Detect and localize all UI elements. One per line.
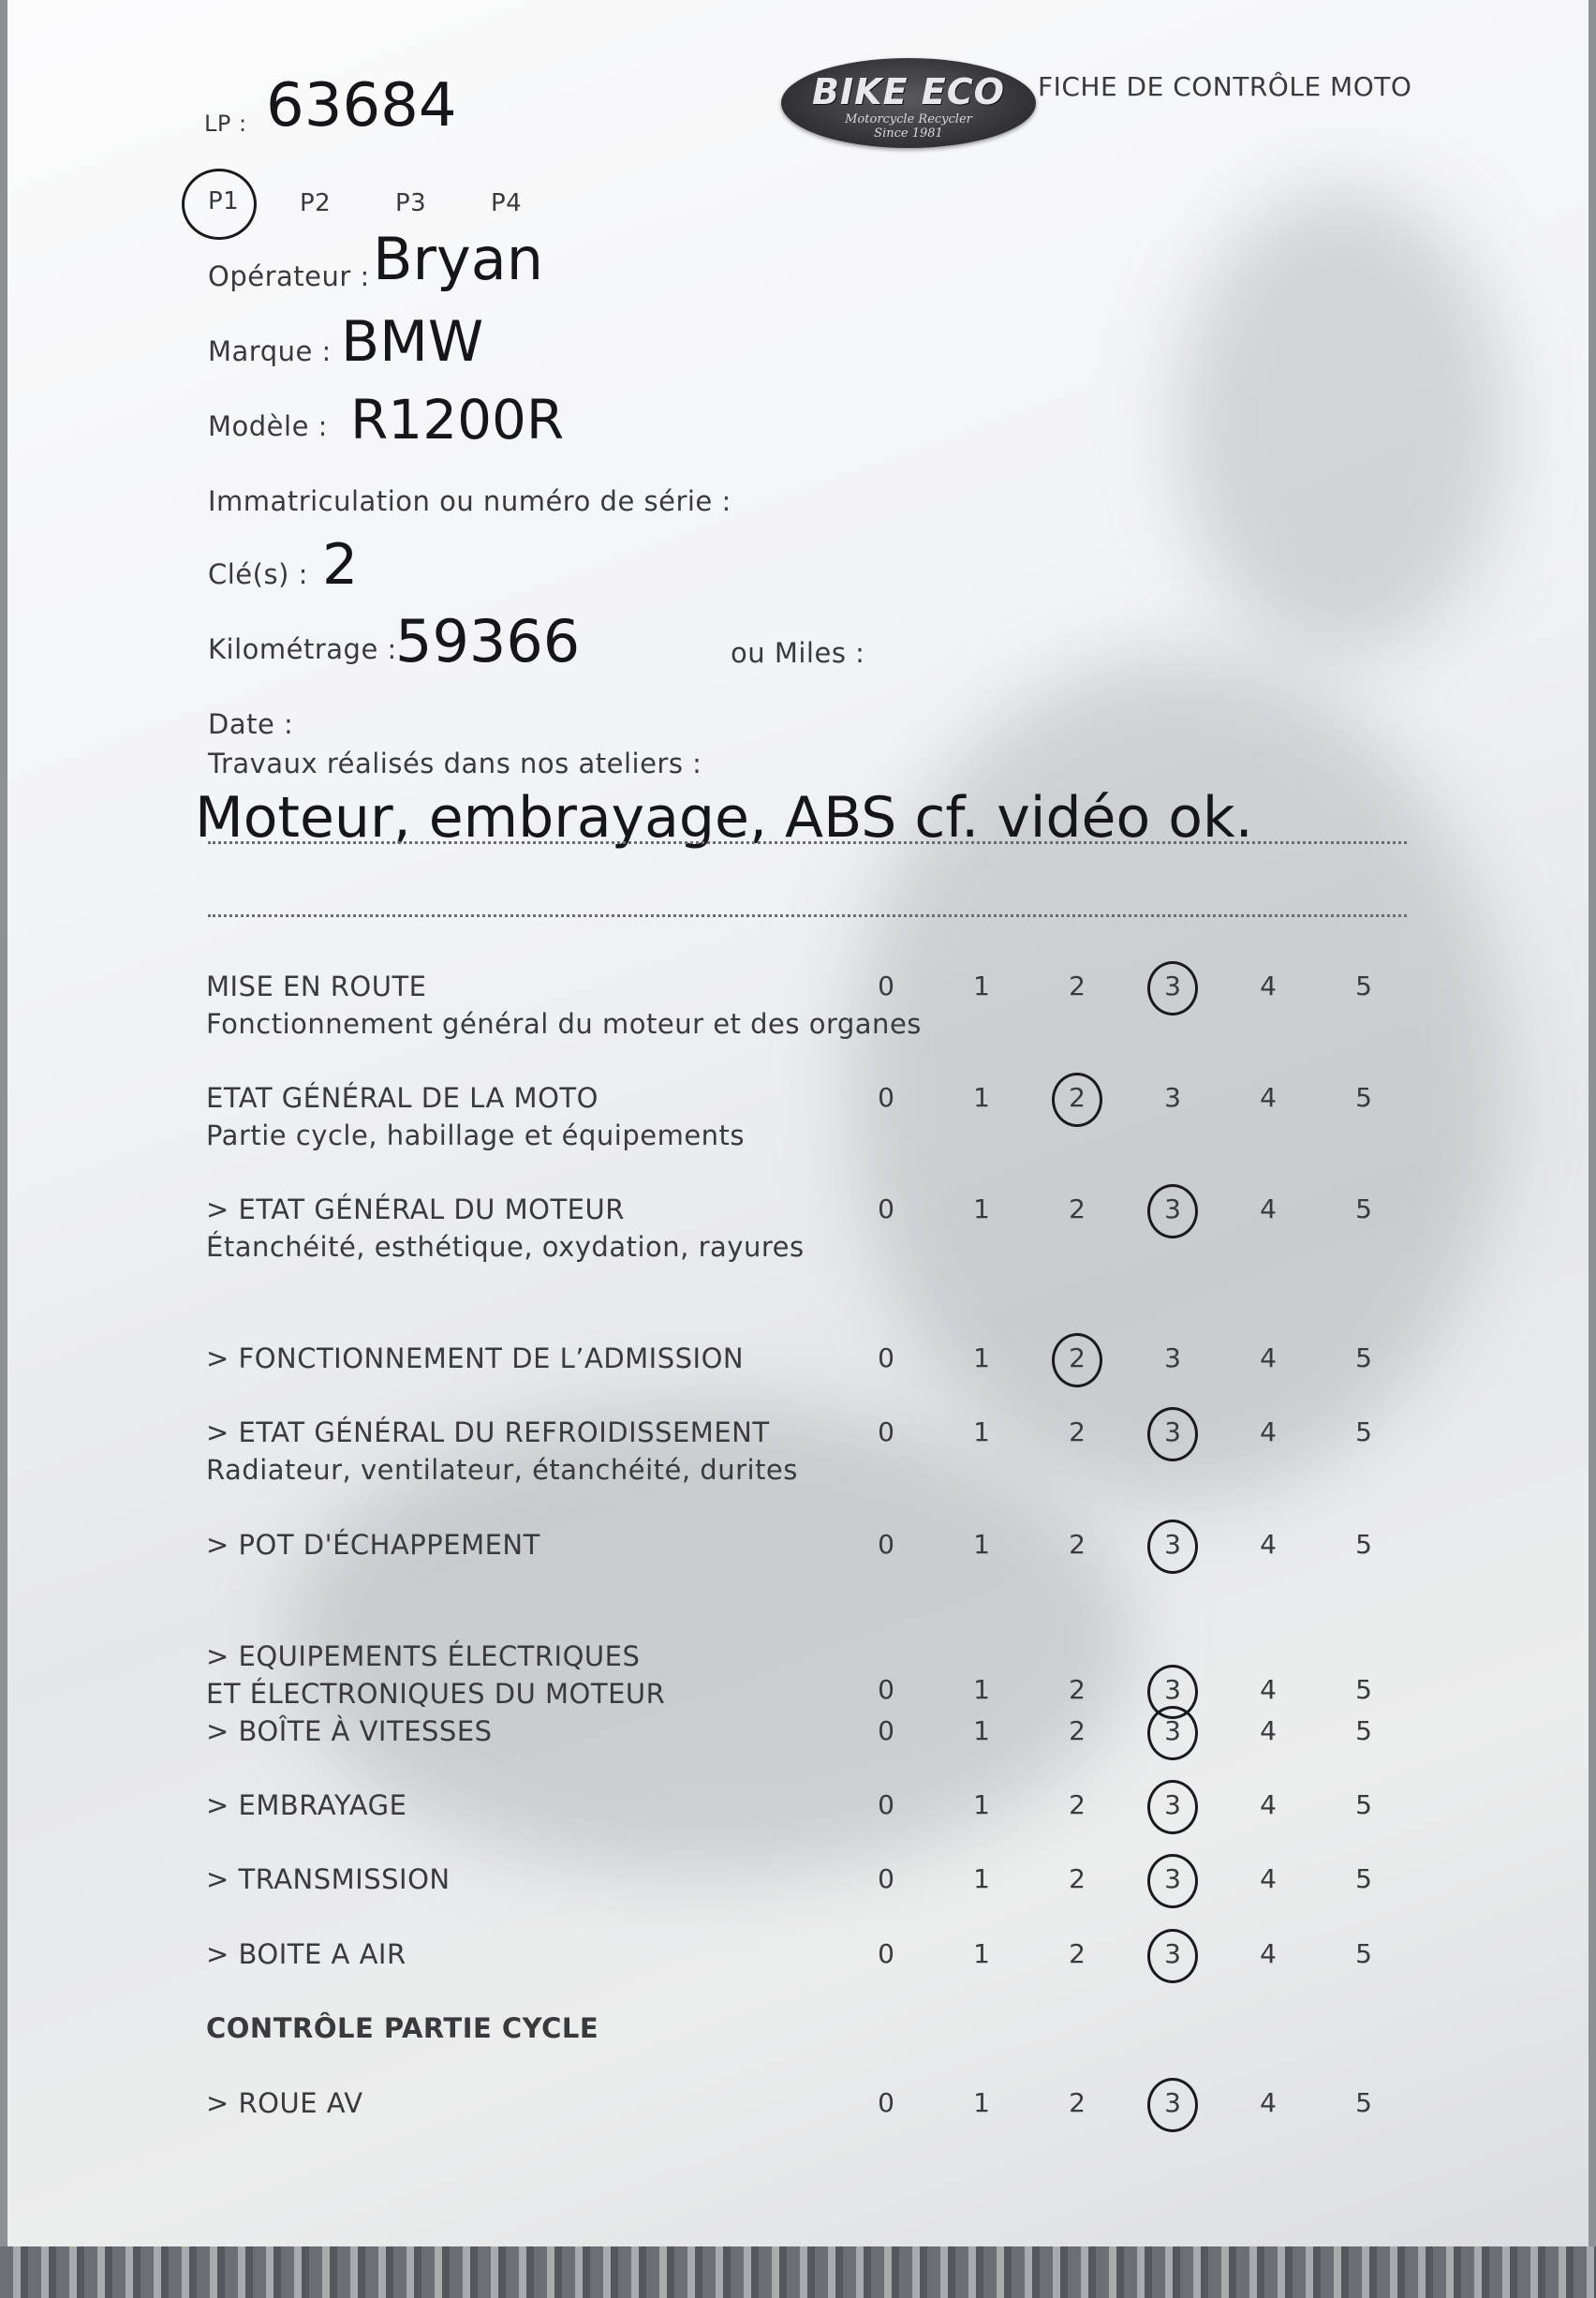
check-etat-g-n-ral-du-moteur-subtitle: Étanchéité, esthétique, oxydation, rayures [206,1231,805,1263]
check-boite-a-air-score-2[interactable]: 2 [1069,1938,1086,1969]
check-pot-d-chappement-title: > POT D'ÉCHAPPEMENT [206,1529,540,1561]
check-boite-a-air-score-4[interactable]: 4 [1260,1938,1277,1969]
check-roue-av-score-4[interactable]: 4 [1260,2087,1277,2118]
model-value: R1200R [350,388,565,452]
check-bo-te-vitesses-selected-circle [1147,1706,1198,1760]
check-mise-en-route-score-3[interactable]: 3 [1164,971,1181,1001]
check-etat-g-n-ral-du-moteur-score-5[interactable]: 5 [1355,1193,1372,1224]
check-transmission-score-5[interactable]: 5 [1355,1863,1372,1894]
check-roue-av-title: > ROUE AV [206,2087,363,2119]
check-bo-te-vitesses-score-4[interactable]: 4 [1260,1715,1277,1746]
check-roue-av-score-5[interactable]: 5 [1355,2087,1372,2118]
logo-tagline: Motorcycle Recycler [845,112,972,126]
check-transmission-title: > TRANSMISSION [206,1863,451,1895]
works-dotted-line [208,841,1407,844]
check-electriques-score-5[interactable]: 5 [1355,1674,1372,1705]
check-transmission-score-4[interactable]: 4 [1260,1863,1277,1894]
position-p1: P1 [208,187,240,215]
mileage-value: 59366 [395,607,581,675]
model-label: Modèle : [208,410,328,442]
check-etat-g-n-ral-du-refroidissement-score-4[interactable]: 4 [1260,1416,1277,1447]
date-label: Date : [208,708,294,740]
operator-label: Opérateur : [208,260,370,292]
lp-value: 63684 [266,71,457,141]
position-p4: P4 [491,189,523,217]
check-roue-av-score-3[interactable]: 3 [1164,2087,1181,2118]
check-etat-g-n-ral-de-la-moto-score-5[interactable]: 5 [1355,1082,1372,1113]
check-etat-g-n-ral-du-refroidissement-score-5[interactable]: 5 [1355,1416,1372,1447]
check-etat-g-n-ral-du-refroidissement-title: > ETAT GÉNÉRAL DU REFROIDISSEMENT [206,1416,770,1448]
form-title: FICHE DE CONTRÔLE MOTO [1038,71,1412,102]
check-pot-d-chappement-score-2[interactable]: 2 [1069,1529,1086,1560]
check-pot-d-chappement-score-1[interactable]: 1 [973,1529,990,1560]
check-fonctionnement-de-l-admission-selected-circle [1052,1333,1102,1387]
check-boite-a-air-selected-circle [1147,1929,1198,1983]
check-boite-a-air-score-5[interactable]: 5 [1355,1938,1372,1969]
check-fonctionnement-de-l-admission-title: > FONCTIONNEMENT DE L’ADMISSION [206,1342,745,1374]
check-mise-en-route-score-2[interactable]: 2 [1069,971,1086,1001]
works-label: Travaux réalisés dans nos ateliers : [208,748,702,779]
check-boite-a-air-title: > BOITE A AIR [206,1938,406,1970]
check-boite-a-air-score-0[interactable]: 0 [878,1938,894,1969]
check-etat-g-n-ral-du-moteur-score-4[interactable]: 4 [1260,1193,1277,1224]
check-bo-te-vitesses-score-3[interactable]: 3 [1164,1715,1181,1746]
check-pot-d-chappement-score-0[interactable]: 0 [878,1529,894,1560]
check-boite-a-air-score-3[interactable]: 3 [1164,1938,1181,1969]
check-bo-te-vitesses-score-2[interactable]: 2 [1069,1715,1086,1746]
check-etat-g-n-ral-de-la-moto-score-4[interactable]: 4 [1260,1082,1277,1113]
check-roue-av-score-2[interactable]: 2 [1069,2087,1086,2118]
check-etat-g-n-ral-du-moteur-score-3[interactable]: 3 [1164,1193,1181,1224]
check-fonctionnement-de-l-admission-score-5[interactable]: 5 [1355,1342,1372,1373]
logo-brand: BIKE ECO [812,71,1005,112]
check-embrayage-score-2[interactable]: 2 [1069,1789,1086,1820]
check-mise-en-route-score-0[interactable]: 0 [878,971,894,1001]
position-p2: P2 [300,189,332,217]
check-etat-g-n-ral-du-refroidissement-score-0[interactable]: 0 [878,1416,894,1447]
check-electriques-score-2[interactable]: 2 [1069,1674,1086,1705]
check-boite-a-air-score-1[interactable]: 1 [973,1938,990,1969]
keys-label: Clé(s) : [208,558,308,590]
miles-label: ou Miles : [731,637,865,669]
check-etat-g-n-ral-de-la-moto-score-1[interactable]: 1 [973,1082,990,1113]
logo-since: Since 1981 [874,126,943,141]
check-pot-d-chappement-selected-circle [1147,1520,1198,1574]
check-etat-g-n-ral-de-la-moto-subtitle: Partie cycle, habillage et équipements [206,1119,746,1151]
check-transmission-score-2[interactable]: 2 [1069,1863,1086,1894]
bike-eco-logo [781,58,1036,148]
check-fonctionnement-de-l-admission-score-3[interactable]: 3 [1164,1342,1181,1373]
cycle-section-title: CONTRÔLE PARTIE CYCLE [206,2012,599,2044]
check-embrayage-score-5[interactable]: 5 [1355,1789,1372,1820]
check-roue-av-score-1[interactable]: 1 [973,2087,990,2118]
check-etat-g-n-ral-de-la-moto-title: ETAT GÉNÉRAL DE LA MOTO [206,1082,598,1114]
brand-value: BMW [341,309,484,375]
check-embrayage-score-4[interactable]: 4 [1260,1789,1277,1820]
position-p3: P3 [395,189,427,217]
works-dotted-line-2 [208,914,1407,917]
check-etat-g-n-ral-du-refroidissement-score-3[interactable]: 3 [1164,1416,1181,1447]
check-etat-g-n-ral-de-la-moto-score-3[interactable]: 3 [1164,1082,1181,1113]
check-bo-te-vitesses-score-1[interactable]: 1 [973,1715,990,1746]
check-etat-g-n-ral-de-la-moto-score-2[interactable]: 2 [1069,1082,1086,1113]
shadow-decoration [1178,187,1506,656]
check-etat-g-n-ral-du-moteur-selected-circle [1147,1184,1198,1238]
check-etat-g-n-ral-du-moteur-score-0[interactable]: 0 [878,1193,894,1224]
check-electriques-score-3[interactable]: 3 [1164,1674,1181,1705]
check-pot-d-chappement-score-4[interactable]: 4 [1260,1529,1277,1560]
check-bo-te-vitesses-score-5[interactable]: 5 [1355,1715,1372,1746]
check-fonctionnement-de-l-admission-score-4[interactable]: 4 [1260,1342,1277,1373]
check-bo-te-vitesses-title: > BOÎTE À VITESSES [206,1715,493,1747]
check-pot-d-chappement-score-5[interactable]: 5 [1355,1529,1372,1560]
check-etat-g-n-ral-de-la-moto-selected-circle [1052,1073,1102,1127]
check-transmission-score-1[interactable]: 1 [973,1863,990,1894]
check-transmission-score-0[interactable]: 0 [878,1863,894,1894]
check-mise-en-route-score-5[interactable]: 5 [1355,971,1372,1001]
registration-label: Immatriculation ou numéro de série : [208,485,732,517]
check-embrayage-score-1[interactable]: 1 [973,1789,990,1820]
check-mise-en-route-title: MISE EN ROUTE [206,971,427,1002]
inspection-sheet [7,0,1589,2248]
check-electriques-score-0[interactable]: 0 [878,1674,894,1705]
check-transmission-selected-circle [1147,1854,1198,1908]
check-pot-d-chappement-score-3[interactable]: 3 [1164,1529,1181,1560]
check-electriques-score-1[interactable]: 1 [973,1674,990,1705]
check-etat-g-n-ral-du-moteur-score-1[interactable]: 1 [973,1193,990,1224]
check-embrayage-title: > EMBRAYAGE [206,1789,407,1821]
check-mise-en-route-selected-circle [1147,961,1198,1016]
check-electriques-subtitle: ET ÉLECTRONIQUES DU MOTEUR [206,1678,666,1710]
check-etat-g-n-ral-du-refroidissement-score-2[interactable]: 2 [1069,1416,1086,1447]
binder-edge [0,2246,1596,2298]
check-fonctionnement-de-l-admission-score-0[interactable]: 0 [878,1342,894,1373]
check-embrayage-selected-circle [1147,1780,1198,1834]
keys-value: 2 [322,532,359,598]
check-etat-g-n-ral-du-refroidissement-selected-circle [1147,1407,1198,1461]
lp-label: LP : [204,111,247,137]
operator-value: Bryan [373,225,544,293]
check-etat-g-n-ral-du-moteur-title: > ETAT GÉNÉRAL DU MOTEUR [206,1193,625,1225]
check-roue-av-score-0[interactable]: 0 [878,2087,894,2118]
brand-label: Marque : [208,335,332,367]
check-mise-en-route-subtitle: Fonctionnement général du moteur et des organes [206,1008,922,1040]
check-fonctionnement-de-l-admission-score-2[interactable]: 2 [1069,1342,1086,1373]
check-etat-g-n-ral-du-moteur-score-2[interactable]: 2 [1069,1193,1086,1224]
check-electriques-score-4[interactable]: 4 [1260,1674,1277,1705]
check-transmission-score-3[interactable]: 3 [1164,1863,1181,1894]
check-mise-en-route-score-1[interactable]: 1 [973,971,990,1001]
check-etat-g-n-ral-du-refroidissement-subtitle: Radiateur, ventilateur, étanchéité, durites [206,1454,798,1486]
check-embrayage-score-3[interactable]: 3 [1164,1789,1181,1820]
check-embrayage-score-0[interactable]: 0 [878,1789,894,1820]
check-fonctionnement-de-l-admission-score-1[interactable]: 1 [973,1342,990,1373]
check-bo-te-vitesses-score-0[interactable]: 0 [878,1715,894,1746]
works-value: Moteur, embrayage, ABS cf. vidéo ok. [195,785,1253,851]
mileage-label: Kilométrage : [208,633,397,665]
check-etat-g-n-ral-de-la-moto-score-0[interactable]: 0 [878,1082,894,1113]
check-electriques-title: > EQUIPEMENTS ÉLECTRIQUES [206,1640,641,1672]
check-etat-g-n-ral-du-refroidissement-score-1[interactable]: 1 [973,1416,990,1447]
check-mise-en-route-score-4[interactable]: 4 [1260,971,1277,1001]
check-roue-av-selected-circle [1147,2078,1198,2132]
